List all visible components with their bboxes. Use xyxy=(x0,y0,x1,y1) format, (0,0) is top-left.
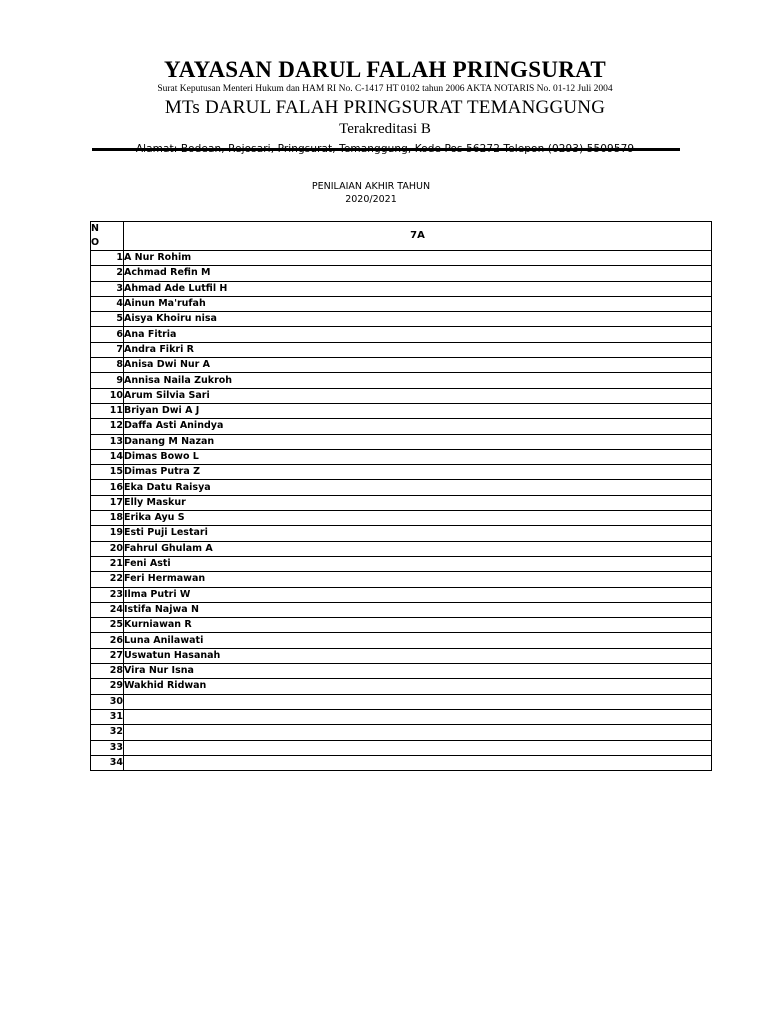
student-name xyxy=(124,709,712,724)
row-number: 3 xyxy=(91,281,124,296)
table-row xyxy=(91,266,712,281)
row-number: 23 xyxy=(91,587,124,602)
table-row xyxy=(91,725,712,740)
table-row xyxy=(91,465,712,480)
student-name xyxy=(124,725,712,740)
student-name: Annisa Naila Zukroh xyxy=(124,373,712,388)
student-name: Ahmad Ade Lutfil H xyxy=(124,281,712,296)
student-name: Dimas Putra Z xyxy=(124,465,712,480)
student-name: Erika Ayu S xyxy=(124,511,712,526)
table-row xyxy=(91,602,712,617)
row-number: 31 xyxy=(91,709,124,724)
student-name: Ainun Ma'rufah xyxy=(124,296,712,311)
decree-reference: Surat Keputusan Menteri Hukum dan HAM RI No. C-1417 HT 0102 tahun 2006 AKTA NOTARIS No. 01-12 Juli 2004 xyxy=(157,84,613,94)
student-roster-table xyxy=(90,221,712,771)
student-name xyxy=(124,694,712,709)
row-number: 34 xyxy=(91,755,124,770)
row-number: 30 xyxy=(91,694,124,709)
row-number: 7 xyxy=(91,342,124,357)
row-number: 12 xyxy=(91,419,124,434)
student-name: Feri Hermawan xyxy=(124,572,712,587)
table-row xyxy=(91,556,712,571)
table-row xyxy=(91,679,712,694)
student-name: Ana Fitria xyxy=(124,327,712,342)
table-row xyxy=(91,251,712,266)
student-name xyxy=(124,740,712,755)
student-name: Eka Datu Raisya xyxy=(124,480,712,495)
document-title: PENILAIAN AKHIR TAHUN xyxy=(311,181,431,192)
row-number: 20 xyxy=(91,541,124,556)
class-column-header: 7A xyxy=(124,222,712,251)
table-row xyxy=(91,296,712,311)
number-column-header xyxy=(91,222,124,251)
row-number: 4 xyxy=(91,296,124,311)
roster-body xyxy=(91,251,712,771)
row-number: 25 xyxy=(91,618,124,633)
row-number: 14 xyxy=(91,449,124,464)
student-name: Esti Puji Lestari xyxy=(124,526,712,541)
student-name: Aisya Khoiru nisa xyxy=(124,312,712,327)
letterhead-divider xyxy=(92,148,680,151)
row-number: 32 xyxy=(91,725,124,740)
academic-year: 2020/2021 xyxy=(345,194,397,205)
table-row xyxy=(91,480,712,495)
student-name xyxy=(124,755,712,770)
table-row xyxy=(91,434,712,449)
table-row xyxy=(91,709,712,724)
row-number: 9 xyxy=(91,373,124,388)
student-name: Uswatun Hasanah xyxy=(124,648,712,663)
student-name: Achmad Refin M xyxy=(124,266,712,281)
document-heading xyxy=(200,180,542,206)
table-row xyxy=(91,312,712,327)
row-number: 8 xyxy=(91,358,124,373)
table-header-row xyxy=(91,222,712,251)
student-name: Arum Silvia Sari xyxy=(124,388,712,403)
row-number: 24 xyxy=(91,602,124,617)
row-number: 33 xyxy=(91,740,124,755)
school-name: MTs DARUL FALAH PRINGSURAT TEMANGGUNG xyxy=(164,97,606,118)
row-number: 27 xyxy=(91,648,124,663)
student-name: Kurniawan R xyxy=(124,618,712,633)
student-name: Wakhid Ridwan xyxy=(124,679,712,694)
foundation-name: YAYASAN DARUL FALAH PRINGSURAT xyxy=(163,57,607,82)
student-name: Daffa Asti Anindya xyxy=(124,419,712,434)
table-row xyxy=(91,755,712,770)
table-row xyxy=(91,342,712,357)
row-number: 28 xyxy=(91,664,124,679)
number-header-line-1: N xyxy=(91,223,99,234)
student-name: Elly Maskur xyxy=(124,495,712,510)
table-row xyxy=(91,511,712,526)
letterhead xyxy=(90,56,680,157)
row-number: 10 xyxy=(91,388,124,403)
table-row xyxy=(91,327,712,342)
row-number: 18 xyxy=(91,511,124,526)
student-name: Feni Asti xyxy=(124,556,712,571)
accreditation-status: Terakreditasi B xyxy=(339,121,431,137)
student-name: Ilma Putri W xyxy=(124,587,712,602)
number-header-line-2: O xyxy=(91,237,100,248)
table-row xyxy=(91,373,712,388)
table-row xyxy=(91,572,712,587)
row-number: 6 xyxy=(91,327,124,342)
table-row xyxy=(91,694,712,709)
student-name: Luna Anilawati xyxy=(124,633,712,648)
student-name: Istifa Najwa N xyxy=(124,602,712,617)
table-row xyxy=(91,541,712,556)
table-row xyxy=(91,633,712,648)
student-name: Anisa Dwi Nur A xyxy=(124,358,712,373)
row-number: 5 xyxy=(91,312,124,327)
row-number: 13 xyxy=(91,434,124,449)
table-row xyxy=(91,403,712,418)
table-row xyxy=(91,495,712,510)
row-number: 15 xyxy=(91,465,124,480)
table-row xyxy=(91,358,712,373)
row-number: 22 xyxy=(91,572,124,587)
table-row xyxy=(91,740,712,755)
row-number: 29 xyxy=(91,679,124,694)
student-name: Vira Nur Isna xyxy=(124,664,712,679)
row-number: 1 xyxy=(91,251,124,266)
table-row xyxy=(91,388,712,403)
student-name: Danang M Nazan xyxy=(124,434,712,449)
row-number: 11 xyxy=(91,403,124,418)
table-row xyxy=(91,587,712,602)
row-number: 16 xyxy=(91,480,124,495)
student-name: Dimas Bowo L xyxy=(124,449,712,464)
table-row xyxy=(91,449,712,464)
table-row xyxy=(91,281,712,296)
table-row xyxy=(91,664,712,679)
row-number: 17 xyxy=(91,495,124,510)
row-number: 26 xyxy=(91,633,124,648)
table-row xyxy=(91,419,712,434)
student-name: Briyan Dwi A J xyxy=(124,403,712,418)
table-row xyxy=(91,618,712,633)
table-row xyxy=(91,648,712,663)
row-number: 19 xyxy=(91,526,124,541)
student-name: Fahrul Ghulam A xyxy=(124,541,712,556)
student-name: A Nur Rohim xyxy=(124,251,712,266)
student-name: Andra Fikri R xyxy=(124,342,712,357)
row-number: 2 xyxy=(91,266,124,281)
row-number: 21 xyxy=(91,556,124,571)
table-row xyxy=(91,526,712,541)
